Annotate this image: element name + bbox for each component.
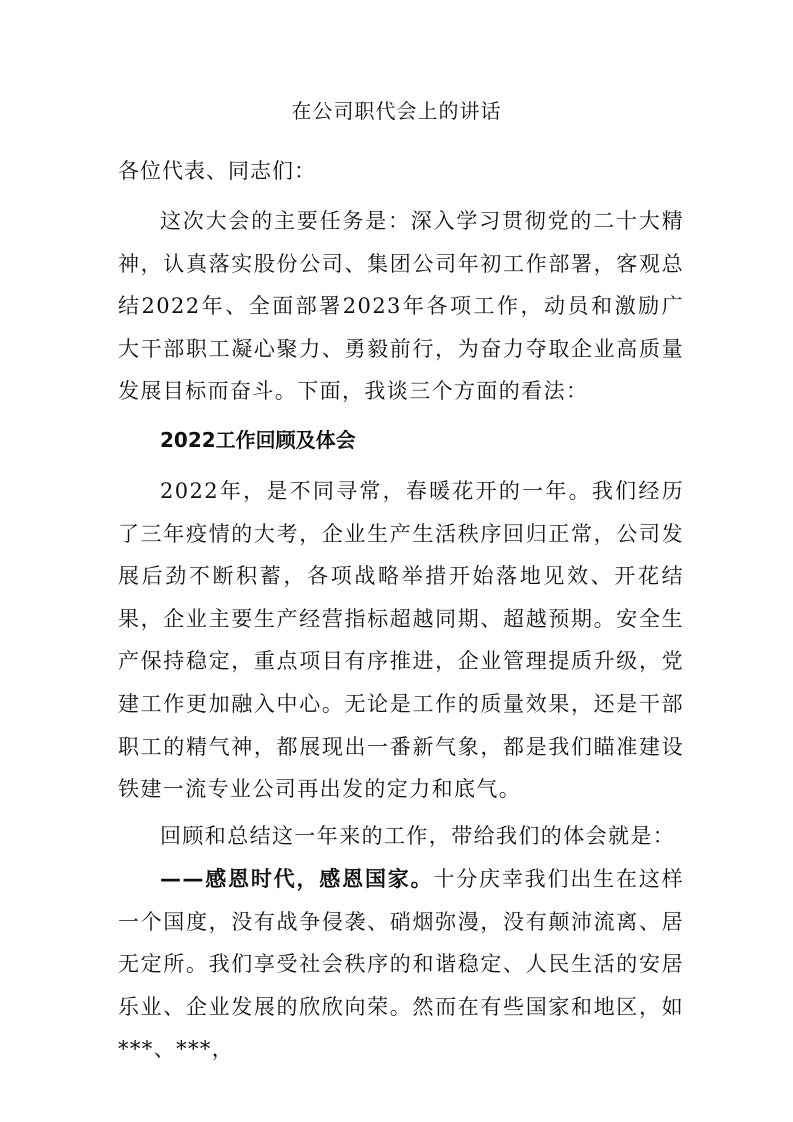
- document-title: 在公司职代会上的讲话: [291, 99, 502, 123]
- intro-paragraph: 这次大会的主要任务是：深入学习贯彻党的二十大精神，认真落实股份公司、集团公司年初工作部署，客观总结2022年、全面部署2023年各项工作，动员和激励广大干部职工凝心聚力、勇毅前行，为奋力夺取企业高质量发展目标而奋斗。下面，我谈三个方面的看法：: [118, 209, 684, 404]
- point-one-paragraph: [118, 858, 684, 1071]
- summary-intro-paragraph: 回顾和总结这一年来的工作，带给我们的体会就是：: [160, 824, 676, 848]
- review-paragraph: 2022年，是不同寻常，春暖花开的一年。我们经历了三年疫情的大考，企业生产生活秩序回归正常，公司发展后劲不断积蓄，各项战略举措开始落地见效、开花结果，企业主要生产经营指标超越同期、超越预期。安全生产保持稳定，重点项目有序推进，企业管理提质升级，党建工作更加融入中心。无论是工作的质量效果，还是干部职工的精气神，都展现出一番新气象，都是我们瞄准建设铁建一流专业公司再出发的定力和底气。: [118, 479, 684, 802]
- section-heading: 2022工作回顾及体会: [160, 428, 356, 452]
- salutation: 各位代表、同志们：: [118, 159, 316, 183]
- point-one-body: 十分庆幸我们出生在这样一个国度，没有战争侵袭、硝烟弥漫，没有颠沛流离、居无定所。我们享受社会秩序的和谐稳定、人民生活的安居乐业、企业发展的欣欣向荣。然而在有些国家和地区，如***、***，: [118, 867, 684, 1062]
- point-one-lead: ——感恩时代，感恩国家。: [160, 867, 434, 891]
